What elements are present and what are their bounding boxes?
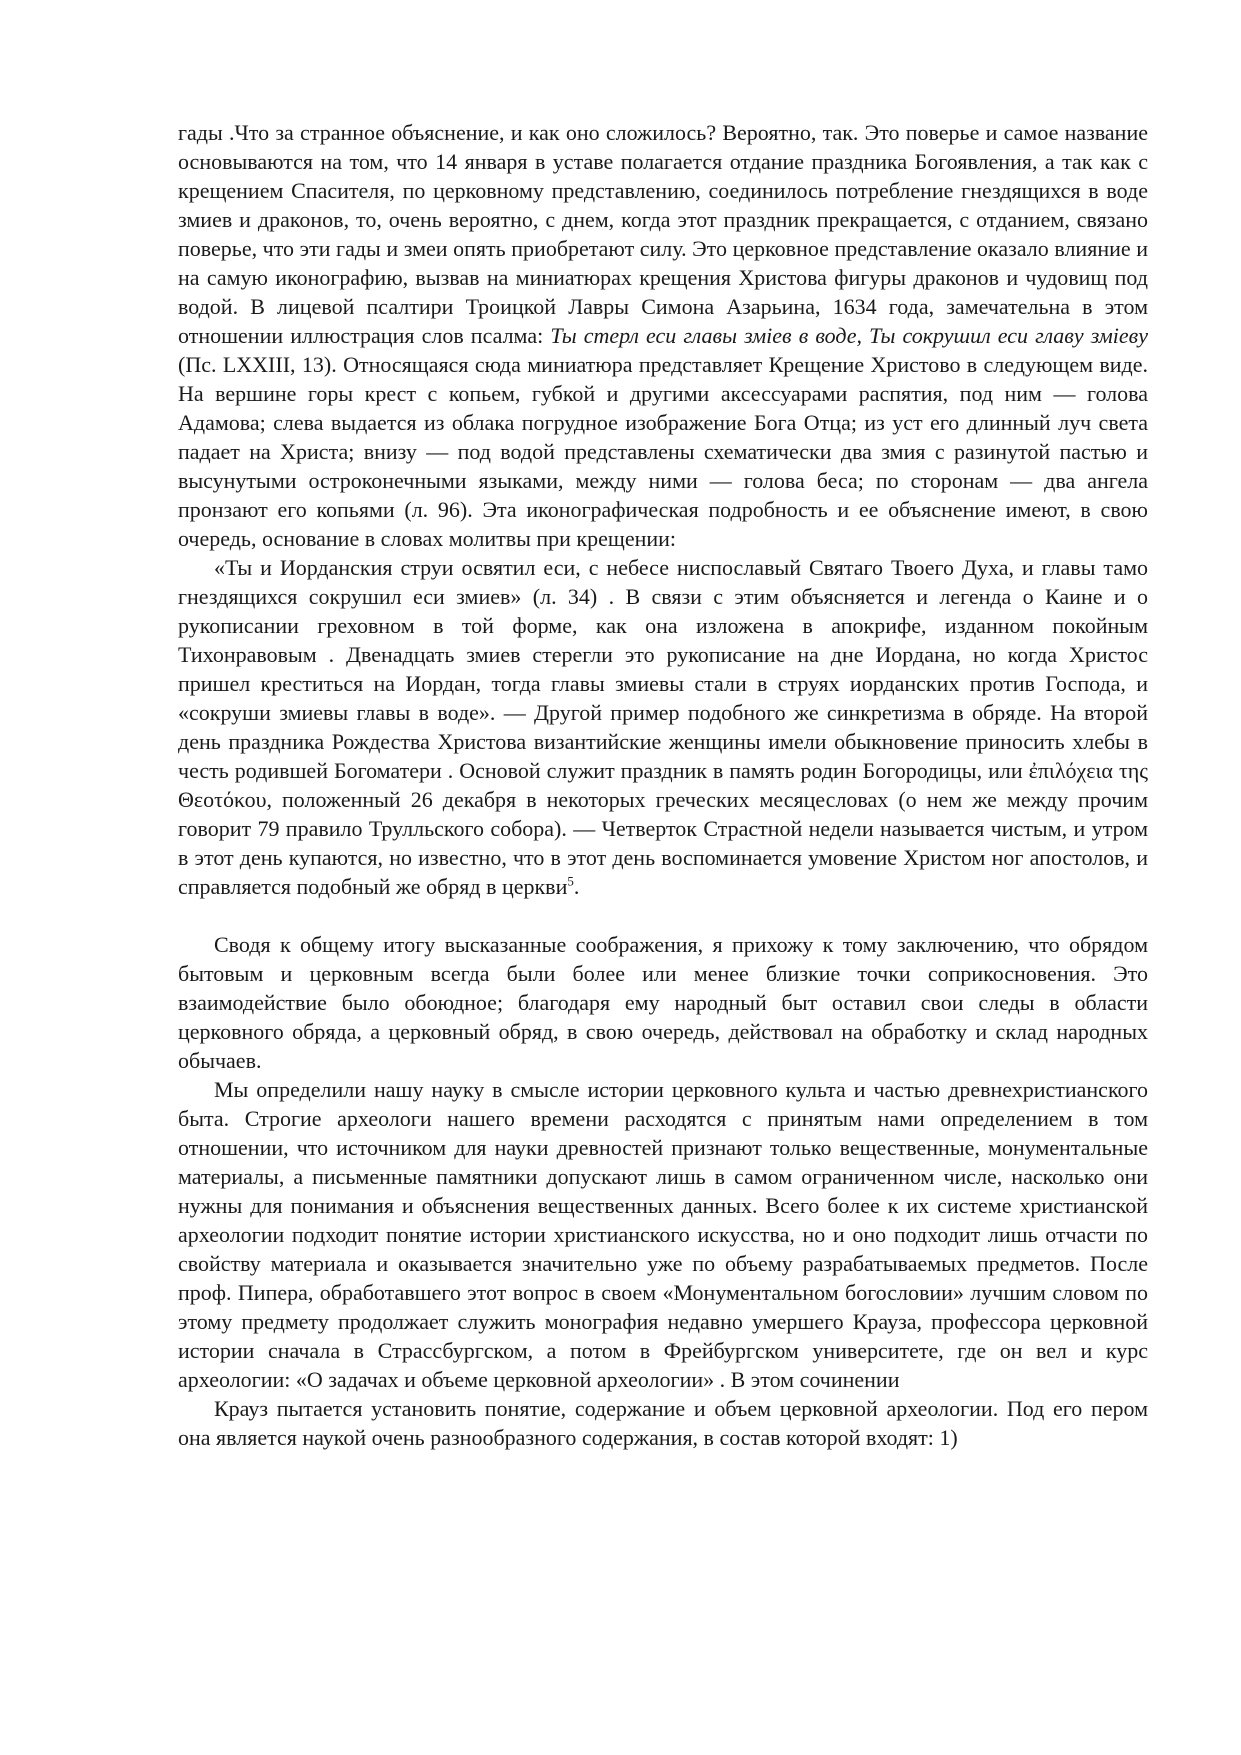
document-page xyxy=(178,118,1148,1452)
paragraph-1-text-b: (Пс. LXXIII, 13). Относящаяся сюда миниатюра представляет Крещение Христово в следующем виде. На вершине горы крест с копьем, губкой и другими аксессуарами распятия, под ним — голова Адамова; слева выдается из облака погрудное изображение Бога Отца; из уст его длинный луч света падает на Христа; внизу — под водой представлены схематически два змия с разинутой пастью и высунутыми остроконечными языками, между ними — голова беса; по сторонам — два ангела пронзают его копьями (л. 96). Эта иконографическая подробность и ее объяснение имеют, в свою очередь, основание в словах молитвы при крещении: xyxy=(178,352,1148,551)
paragraph-5: Крауз пытается установить понятие, содержание и объем церковной археологии. Под его пером она является наукой очень разнообразного содержания, в состав которой входят: 1) xyxy=(178,1396,1148,1450)
paragraph-1 xyxy=(178,118,1148,553)
paragraph-2-text: «Ты и Иорданския струи освятил еси, с небесе ниспославый Святаго Твоего Духа, и главы тамо гнездящихся сокрушил еси змиев» (л. 34) . В связи с этим объясняется и легенда о Каине и о рукописании греховном в той форме, как она изложена в апокрифе, изданном покойным Тихонравовым . Двенадцать змиев стерегли это рукописание на дне Иордана, но когда Христос пришел креститься на Иордан, тогда главы змиевы стали в струях иорданских против Господа, и «сокруши змиевы главы в воде». — Другой пример подобного же синкретизма в обряде. На второй день праздника Рождества Христова византийские женщины имели обыкновение приносить хлебы в честь родившей Богоматери . Основой служит праздник в память родин Богородицы, или ἐπιλόχεια της Θεοτόκου, положенный 26 декабря в некоторых греческих месяцесловах (о нем же между прочим говорит 79 правило Трулльского собора). — Четверток Страстной недели называется чистым, и утром в этот день купаются, но известно, что в этот день воспоминается умовение Христом ног апостолов, и справляется подобный же обряд в церкви xyxy=(178,555,1148,899)
psalm-quote: Ты стерл еси главы змiев в воде, Ты сокрушил еси главу змiеву xyxy=(550,323,1148,348)
paragraph-2 xyxy=(178,553,1148,901)
paragraph-3: Сводя к общему итогу высказанные соображения, я прихожу к тому заключению, что обрядом бытовым и церковным всегда были более или менее близкие точки соприкосновения. Это взаимодействие было обоюдное; благодаря ему народный быт оставил свои следы в области церковного обряда, а церковный обряд, в свою очередь, действовал на обработку и склад народных обычаев. xyxy=(178,932,1148,1073)
paragraph-1-text-a: гады .Что за странное объяснение, и как оно сложилось? Вероятно, так. Это поверье и самое название основываются на том, что 14 января в уставе полагается отдание праздника Богоявления, а так как с крещением Спасителя, по церковному представлению, соединилось потребление гнездящихся в воде змиев и драконов, то, очень вероятно, с днем, когда этот праздник прекращается, с отданием, связано поверье, что эти гады и змеи опять приобретают силу. Это церковное представление оказало влияние и на самую иконографию, вызвав на миниатюрах крещения Христова фигуры драконов и чудовищ под водой. В лицевой псалтири Троицкой Лавры Симона Азарьина, 1634 года, замечательна в этом отношении иллюстрация слов псалма: xyxy=(178,120,1148,348)
paragraph-2-end: . xyxy=(573,874,580,899)
footnote-marker[interactable]: 5 xyxy=(567,873,574,889)
paragraph-4: Мы определили нашу науку в смысле истории церковного культа и частью древнехристианского быта. Строгие археологи нашего времени расходятся с принятым нами определением в том отношении, что источником для науки древностей признают только вещественные, монументальные материалы, а письменные памятники допускают лишь в самом ограниченном числе, насколько они нужны для понимания и объяснения вещественных данных. Всего более к их системе христианской археологии подходит понятие истории христианского искусства, но и оно подходит лишь отчасти по свойству материала и оказывается значительно уже по объему разрабатываемых предметов. После проф. Пипера, обработавшего этот вопрос в своем «Монументальном богословии» лучшим словом по этому предмету продолжает служить монография недавно умершего Крауза, профессора церковной истории сначала в Страссбургском, а потом в Фрейбургском университете, где он вел и курс археологии: «О задачах и объеме церковной археологии» . В этом сочинении xyxy=(178,1077,1148,1392)
